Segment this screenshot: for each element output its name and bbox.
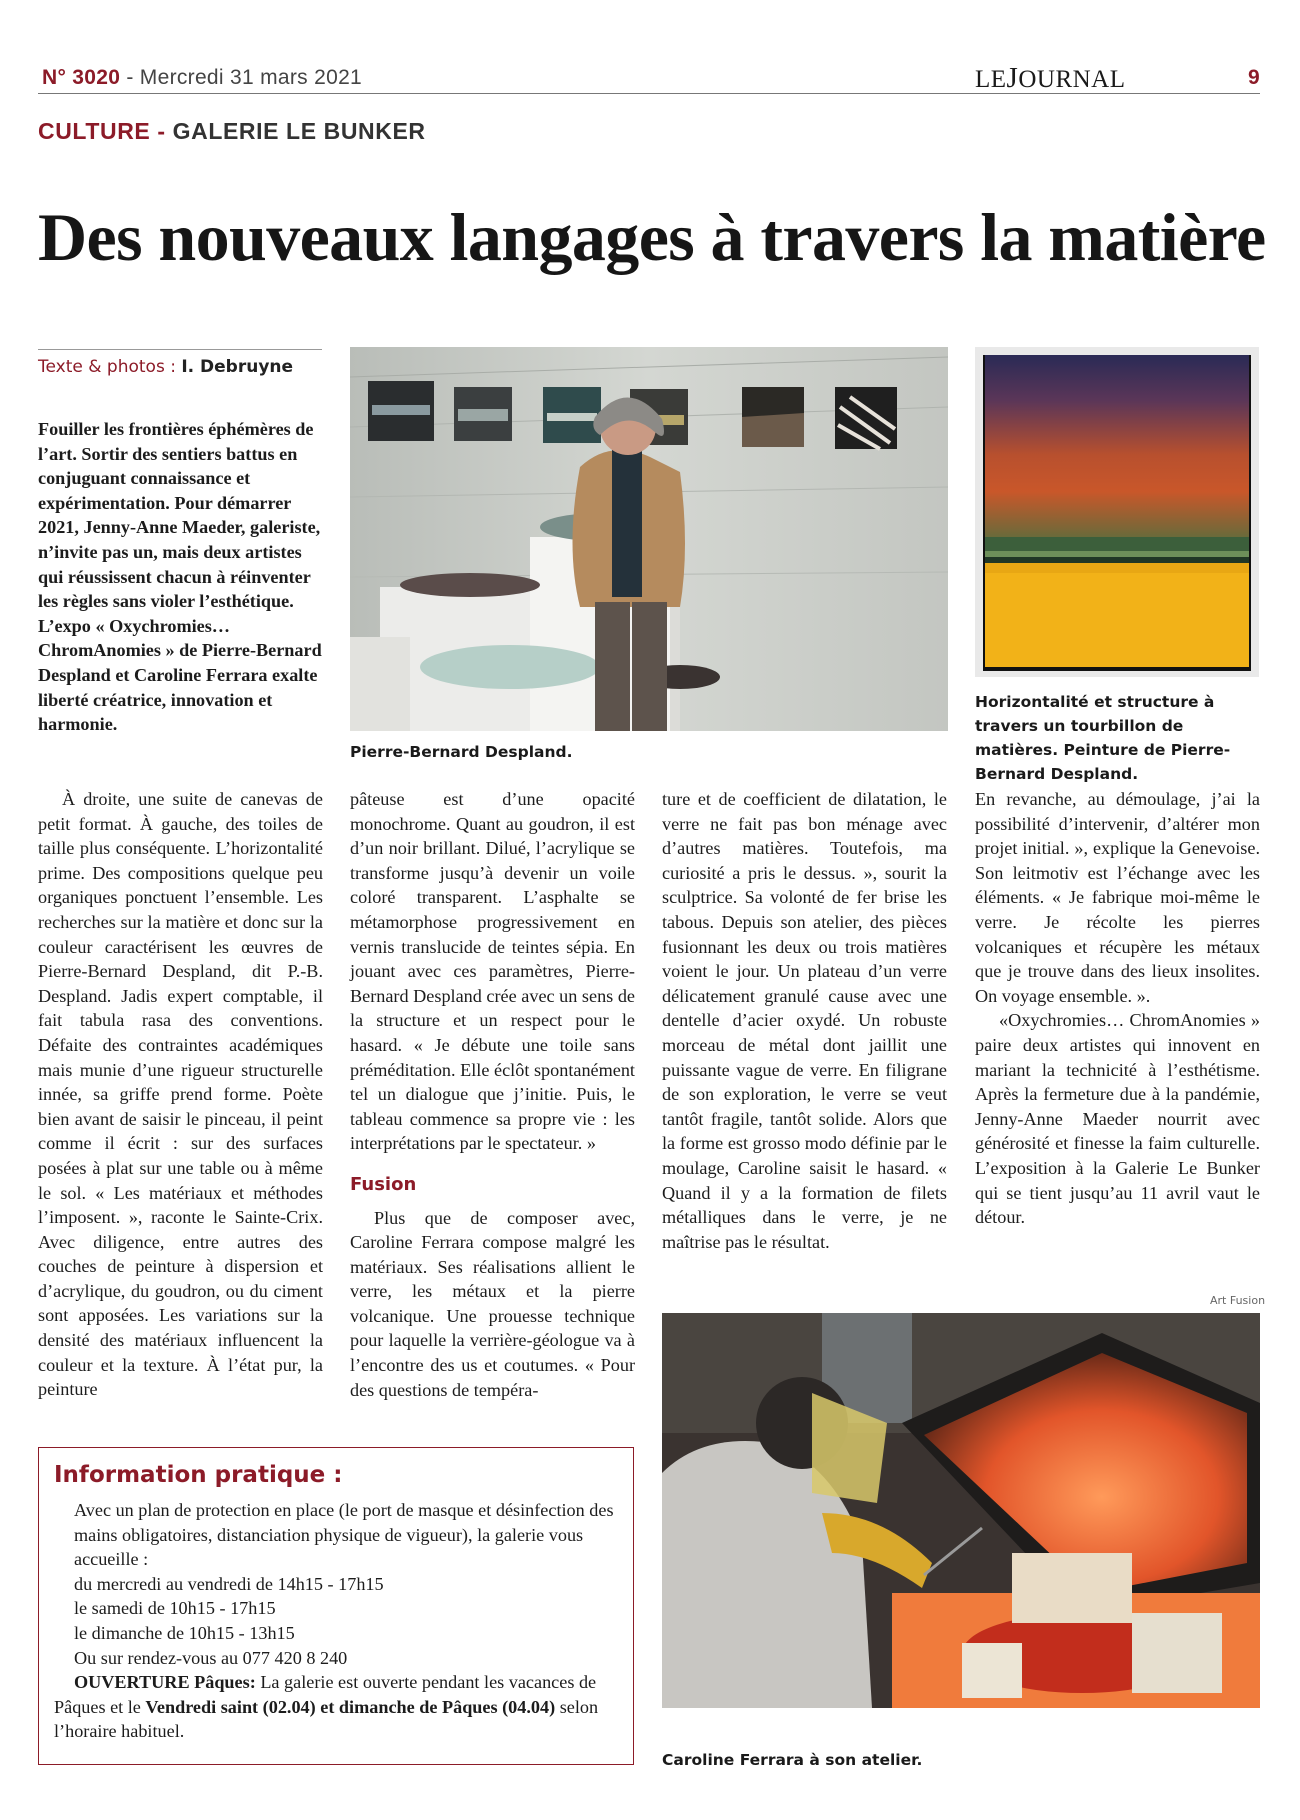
rubric-subsection: GALERIE LE BUNKER [172,118,426,144]
body-column-4 [975,787,1260,1230]
photo-painting [975,347,1259,677]
body-column-2 [350,787,635,1402]
caption-photo-artist: Pierre-Bernard Despland. [350,743,573,761]
logo-j: J [1006,62,1019,94]
caption-photo-atelier: Caroline Ferrara à son atelier. [662,1751,923,1769]
body-paragraph: «Oxychromies… ChromAnomies » paire deux artistes qui innovent en mariant la technicité à l’esthétisme. Après la fermeture due à la pandémie, Jenny-Anne Maeder nourrit avec générosité et finesse la faim culturelle. L’exposition à la Galerie Le Bunker qui se tient jusqu’au 11 avril vaut le détour. [975,1010,1260,1228]
body-paragraph: pâteuse est d’une opacité monochrome. Quant au goudron, il est d’un noir brillant. Dilué, l’acrylique se transforme jusqu’à devenir un voile coloré transparent. L’asphalte se métamorphose progressivement en vernis translucide de teintes sépia. En jouant avec ces paramètres, Pierre-Bernard Despland crée avec un sens de la structure et un respect pour le hasard. « Je débute une toile sans préméditation. Elle éclôt spontanément tel un dialogue que j’initie. Puis, le tableau commence sa propre vie : les interprétations par le spectateur. » [350,789,635,1154]
atelier-illustration [662,1313,1260,1708]
body-column-1 [38,787,323,1402]
section-rubric [38,118,426,145]
painting-illustration [975,347,1259,677]
photo-atelier [662,1313,1260,1708]
body-paragraph: À droite, une suite de canevas de petit format. À gauche, des toiles de taille plus conséquente. L’horizontalité prime. Des compositions quelque peu organiques ponctuent l’ensemble. Les recherches sur la matière et donc sur la couleur caractérisent les œuvres de Pierre-Bernard Despland, dit P.-B. Despland. Jadis expert comptable, il fait tabula rasa des conventions. Défaite des contraintes académiques mais munie d’une rigueur structurelle innée, sa griffe prend forme. Poète bien avant de saisir le pinceau, il peint comme il écrit : sur des surfaces posées à plat sur une table ou à même le sol. « Les matériaux et méthodes l’imposent. », raconte le Sainte-Crix. Avec diligence, entre autres des couches de peinture à dispersion et d’acrylique, du goudron, ou du ciment sont apposées. Les variations sur la densité des matériaux influencent la couleur et la texture. À l’état pur, la peinture [38,789,323,1400]
info-hours-sunday: le dimanche de 10h15 - 13h15 [74,1622,295,1643]
byline-rule [38,349,322,350]
byline-author: I. Debruyne [181,357,294,377]
issue-line: N° 3020 - Mercredi 31 mars 2021 [42,66,363,89]
logo-rest: OURNAL [1018,66,1126,93]
issue-date: Mercredi 31 mars 2021 [139,66,363,89]
info-easter-text1: La galerie est ouverte pendant les vacances de Pâques et le [54,1672,597,1717]
newspaper-logo [975,62,1126,95]
info-title: Information pratique : [54,1462,343,1488]
info-easter-bold: Vendredi saint (02.04) et dimanche de Pâques (04.04) [145,1696,556,1717]
info-intro: Avec un plan de protection en place (le port de masque et désinfection des mains obligatoires, distanciation physique de vigueur), la galerie vous accueille : [74,1500,614,1570]
info-body [54,1498,622,1744]
body-paragraph: ture et de coefficient de dilatation, le verre ne fait pas bon ménage avec d’autres matières. Toutefois, ma curiosité a pris le dessus. », sourit la sculptrice. Sa volonté de fer brise les tabous. Depuis son atelier, des pièces fusionnant les deux ou trois matières voient le jour. Un plateau d’un verre délicatement granulé cause avec une dentelle d’acier oxydé. Un robuste morceau de métal dont jaillit une puissante vague de verre. En filigrane de son exploration, le verre se veut tantôt fragile, tantôt solide. Alors que la forme est grosso modo définie par le moulage, Caroline saisit le hasard. « Quand il y a la formation de filets métalliques dans le verre, je ne maîtrise pas le résultat. [662,789,947,1252]
rubric-section: CULTURE - [38,118,166,144]
logo-le: LE [975,66,1007,93]
byline [38,357,293,377]
subhead-fusion: Fusion [350,1173,417,1195]
info-easter [54,1670,622,1744]
body-paragraph: Plus que de composer avec, Caroline Ferrara compose malgré les matériaux. Ses réalisations allient le verre, les métaux et la pierre volcanique. Une prouesse technique pour laquelle la verrière-géologue va à l’encontre des us et coutumes. « Pour des questions de tempéra- [350,1207,635,1400]
photo-credit: Art Fusion [1210,1294,1266,1307]
info-easter-text2: selon l’horaire habituel. [54,1696,599,1742]
info-hours-saturday: le samedi de 10h15 - 17h15 [74,1598,276,1619]
lead-paragraph: Fouiller les frontières éphémères de l’art. Sortir des sentiers battus en conjuguant connaissance et expérimentation. Pour démarrer 2021, Jenny-Anne Maeder, galeriste, n’invite pas un, mais deux artistes qui réussissent chacun à réinventer les règles sans violer l’esthétique. L’expo « Oxychromies… ChromAnomies » de Pierre-Bernard Despland et Caroline Ferrara exalte liberté créatrice, innovation et harmonie. [38,419,322,735]
byline-prefix: Texte & photos : [38,357,176,377]
info-hours-weekday: du mercredi au vendredi de 14h15 - 17h15 [74,1573,384,1594]
photo-artist-gallery [350,347,948,731]
info-appointment: Ou sur rendez-vous au 077 420 8 240 [74,1647,348,1668]
info-easter-label: OUVERTURE Pâques: [74,1672,256,1693]
page-number: 9 [1248,66,1260,89]
issue-number: N° 3020 [42,66,121,89]
body-paragraph: En revanche, au démoulage, j’ai la possibilité d’intervenir, d’altérer mon projet initial. », explique la Genevoise. Son leitmotiv est l’échange avec les éléments. « Je fabrique moi-même le verre. Je récolte les pierres volcaniques et récupère les métaux que je trouve dans des lieux insolites. On voyage ensemble. ». [975,789,1260,1006]
photo-artist-gallery-illustration [350,347,948,731]
caption-photo-painting: Horizontalité et structure à travers un tourbillon de matières. Peinture de Pierre-Bernard Despland. [975,693,1231,783]
body-column-3 [662,787,947,1254]
header-rule [38,93,1260,94]
headline: Des nouveaux langages à travers la matière [38,199,1266,275]
